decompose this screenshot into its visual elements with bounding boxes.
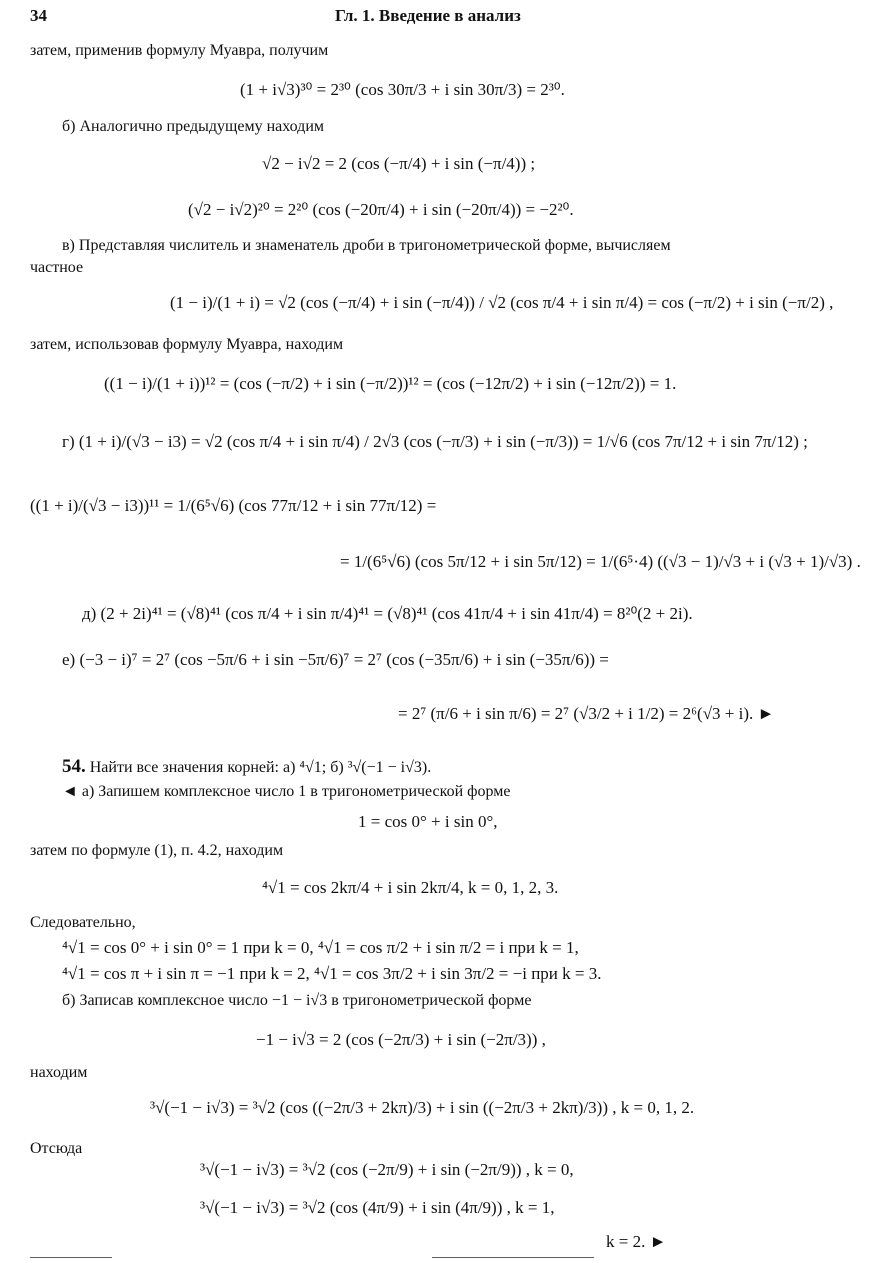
- problem-number: 54.: [62, 756, 86, 777]
- underline-mark: [432, 1257, 594, 1258]
- text-line: затем, использовав формулу Муавра, находим: [30, 336, 344, 353]
- formula: ⁴√1 = cos π + i sin π = −1 при k = 2, ⁴√1 = cos 3π/2 + i sin 3π/2 = −i при k = 3.: [62, 964, 602, 983]
- formula: ((1 + i)/(√3 − i3))¹¹ = 1/(6⁵√6) (cos 77π/12 + i sin 77π/12) =: [30, 496, 437, 515]
- text-line: б) Записав комплексное число −1 − i√3 в тригонометрической форме: [62, 992, 532, 1009]
- text-line: затем, применив формулу Муавра, получим: [30, 42, 329, 59]
- formula: ⁴√1 = cos 0° + i sin 0° = 1 при k = 0, ⁴√1 = cos π/2 + i sin π/2 = i при k = 1,: [62, 938, 579, 957]
- formula: −1 − i√3 = 2 (cos (−2π/3) + i sin (−2π/3)) ,: [256, 1030, 546, 1049]
- problem-text: Найти все значения корней: а) ⁴√1; б) ³√(−1 − i√3).: [89, 759, 432, 776]
- formula: е) (−3 − i)⁷ = 2⁷ (cos −5π/6 + i sin −5π/6)⁷ = 2⁷ (cos (−35π/6) + i sin (−35π/6)) =: [62, 650, 609, 669]
- text-line: в) Представляя числитель и знаменатель дроби в тригонометрической форме, вычисляем: [62, 237, 671, 254]
- formula: ³√(−1 − i√3) = ³√2 (cos (−2π/9) + i sin (−2π/9)) , k = 0,: [200, 1160, 574, 1179]
- formula: = 1/(6⁵√6) (cos 5π/12 + i sin 5π/12) = 1/(6⁵·4) ((√3 − 1)/√3 + i (√3 + 1)/√3) .: [340, 552, 861, 571]
- formula: √2 − i√2 = 2 (cos (−π/4) + i sin (−π/4)) ;: [262, 154, 536, 173]
- underline-mark: [30, 1257, 112, 1258]
- formula: 1 = cos 0° + i sin 0°,: [358, 812, 498, 831]
- page-number: 34: [30, 6, 47, 25]
- text-line: находим: [30, 1064, 88, 1081]
- formula: ⁴√1 = cos 2kπ/4 + i sin 2kπ/4, k = 0, 1, 2, 3.: [262, 878, 559, 897]
- formula: ³√(−1 − i√3) = ³√2 (cos (4π/9) + i sin (4π/9)) , k = 1,: [200, 1198, 555, 1217]
- formula: (1 + i√3)³⁰ = 2³⁰ (cos 30π/3 + i sin 30π/3) = 2³⁰.: [240, 80, 565, 99]
- text-line: частное: [30, 259, 84, 276]
- formula: ((1 − i)/(1 + i))¹² = (cos (−π/2) + i sin (−π/2))¹² = (cos (−12π/2) + i sin (−12π/2)) = 1.: [104, 374, 677, 393]
- formula: = 2⁷ (π/6 + i sin π/6) = 2⁷ (√3/2 + i 1/2) = 2⁶(√3 + i). ►: [398, 704, 775, 723]
- text-line: Отсюда: [30, 1140, 83, 1157]
- formula: ³√(−1 − i√3) = ³√2 (cos ((−2π/3 + 2kπ)/3) + i sin ((−2π/3 + 2kπ)/3)) , k = 0, 1, 2.: [150, 1098, 695, 1117]
- text-line: б) Аналогично предыдущему находим: [62, 118, 324, 135]
- formula: k = 2. ►: [606, 1232, 667, 1251]
- text-line: ◄ а) Запишем комплексное число 1 в тригонометрической форме: [62, 783, 511, 800]
- problem-statement: [62, 756, 431, 778]
- formula: д) (2 + 2i)⁴¹ = (√8)⁴¹ (cos π/4 + i sin π/4)⁴¹ = (√8)⁴¹ (cos 41π/4 + i sin 41π/4) = 8²⁰(2 + 2i).: [82, 604, 693, 623]
- formula: (√2 − i√2)²⁰ = 2²⁰ (cos (−20π/4) + i sin (−20π/4)) = −2²⁰.: [188, 200, 574, 219]
- formula: г) (1 + i)/(√3 − i3) = √2 (cos π/4 + i sin π/4) / 2√3 (cos (−π/3) + i sin (−π/3)) = 1/√6 (cos 7π/12 + i sin 7π/12) ;: [62, 432, 808, 451]
- formula: (1 − i)/(1 + i) = √2 (cos (−π/4) + i sin (−π/4)) / √2 (cos π/4 + i sin π/4) = cos (−π/2) + i sin (−π/2) ,: [170, 293, 834, 312]
- running-head: Гл. 1. Введение в анализ: [335, 6, 521, 25]
- text-line: Следовательно,: [30, 914, 136, 931]
- text-line: затем по формуле (1), п. 4.2, находим: [30, 842, 284, 859]
